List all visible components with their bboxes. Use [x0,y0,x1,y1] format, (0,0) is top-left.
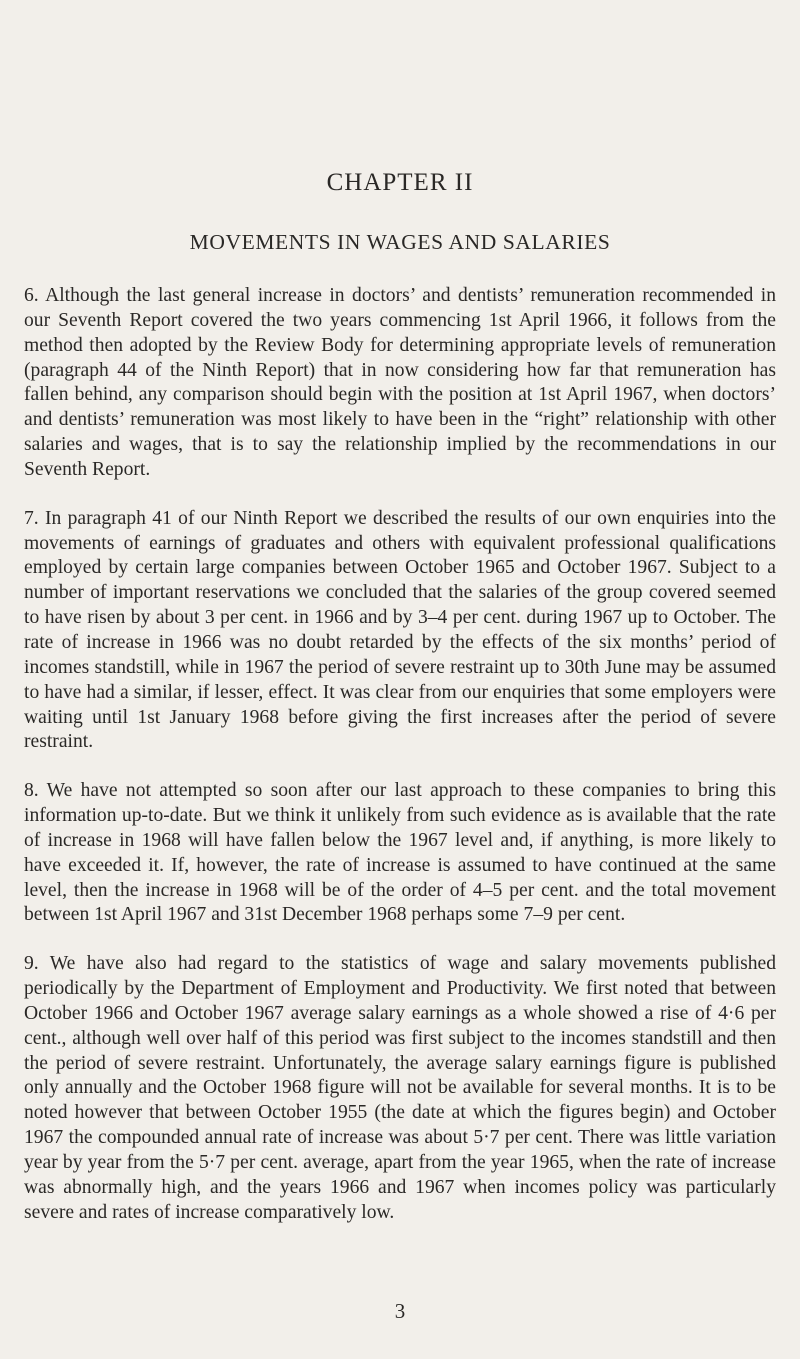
page-number: 3 [394,1299,406,1323]
chapter-title: MOVEMENTS IN WAGES AND SALARIES [189,230,611,254]
paragraph-6: 6. Although the last general increase in doctors’ and dentists’ remuneration recommended in our Seventh Report covered the two years commencing 1st April 1966, it follows from the method then adopted by the Review Body for determining appropriate levels of remuneration (paragraph 44 of the Ninth Report) that in now considering how far that remuneration has fallen behind, any comparison should begin with the position at 1st April 1967, when doctors’ and dentists’ remuneration was most likely to have been in the “right” relationship with other salaries and wages, that is to say the relationship implied by the recommendations in our Seventh Report. [24,285,776,480]
paragraph-7: 7. In paragraph 41 of our Ninth Report we described the results of our own enquiries into the movements of earnings of graduates and others with equivalent professional qualifications employed by certain large companies between October 1965 and October 1967. Subject to a number of important reservations we concluded that the salaries of the group covered seemed to have risen by about 3 per cent. in 1966 and by 3–4 per cent. during 1967 up to October. The rate of increase in 1966 was no doubt retarded by the effects of the six months’ period of incomes standstill, while in 1967 the period of severe restraint up to 30th June may be assumed to have had a similar, if lesser, effect. It was clear from our enquiries that some employers were waiting until 1st January 1968 before giving the first increases after the period of severe restraint. [24,507,776,753]
paragraph-8: 8. We have not attempted so soon after our last approach to these companies to bring this information up-to-date. But we think it unlikely from such evidence as is available that the rate of increase in 1968 will have fallen below the 1967 level and, if anything, is more likely to have exceeded it. If, however, the rate of increase is assumed to have continued at the same level, then the increase in 1968 will be of the order of 4–5 per cent. and the total movement between 1st April 1967 and 31st December 1968 perhaps some 7–9 per cent. [24,780,776,926]
chapter-heading: CHAPTER II [326,169,474,196]
paragraph-9: 9. We have also had regard to the statistics of wage and salary movements published periodically by the Department of Employment and Productivity. We first noted that between October 1966 and October 1967 average salary earnings as a whole showed a rise of 4·6 per cent., although well over half of this period was first subject to the incomes standstill and then the period of severe restraint. Unfortunately, the average salary earnings figure is published only annually and the October 1968 figure will not be available for several months. It is to be noted however that between October 1955 (the date at which the figures begin) and October 1967 the compounded annual rate of increase was about 5·7 per cent. There was little variation year by year from the 5·7 per cent. average, apart from the year 1965, when the rate of increase was abnormally high, and the years 1966 and 1967 when incomes policy was particularly severe and rates of increase comparatively low. [24,953,776,1223]
